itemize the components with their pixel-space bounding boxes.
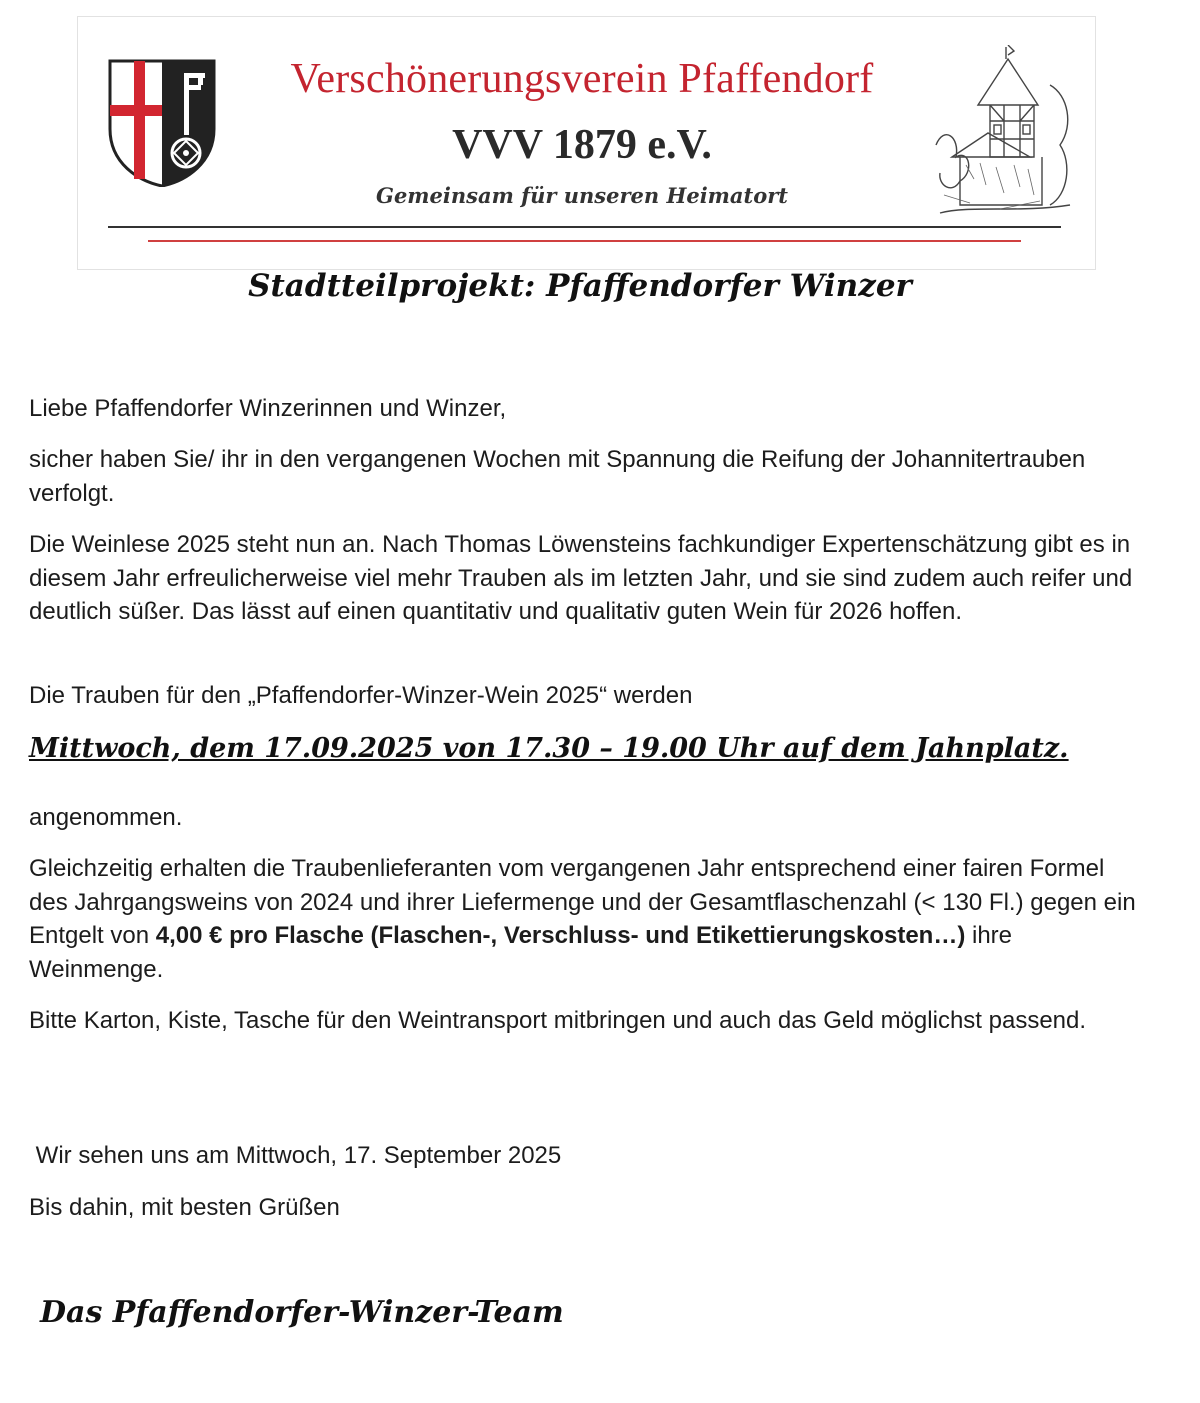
salutation: Liebe Pfaffendorfer Winzerinnen und Winzer, xyxy=(29,395,507,422)
paragraph-ripening: sicher haben Sie/ ihr in den vergangenen Wochen mit Spannung die Reifung der Johannitertrauben verfolgt. xyxy=(29,446,1086,507)
castle-drawing-icon xyxy=(930,45,1078,225)
event-date-highlight: Mittwoch, dem 17.09.2025 von 17.30 – 19.00 Uhr auf dem Jahnplatz. xyxy=(29,733,1069,764)
organization-short-name: VVV 1879 e.V. xyxy=(452,122,712,168)
organization-slogan: Gemeinsam für unseren Heimatort xyxy=(376,183,788,208)
distribution-text-end: ihre Weinmenge. xyxy=(29,922,1013,983)
letterhead xyxy=(77,16,1096,270)
price-per-bottle: 4,00 € pro Flasche (Flaschen-, Verschluss- und Etikettierungskosten…) xyxy=(155,922,966,949)
paragraph-wine-distribution xyxy=(29,852,1149,986)
coat-of-arms-icon xyxy=(108,59,216,187)
paragraph-harvest: Die Weinlese 2025 steht nun an. Nach Thomas Löwensteins fachkundiger Expertenschätzung gibt es in diesem Jahr erfreulicherweise viel mehr Trauben als im letzten Jahr, und sie sind zudem auch reifer und deutlich süßer. Das lässt auf einen quantitativ und qualitativ guten Wein für 2026 hoffen. xyxy=(29,531,1133,625)
letterhead-divider-red xyxy=(148,240,1021,242)
letterhead-divider-dark xyxy=(108,226,1061,228)
paragraph-accepted: angenommen. xyxy=(29,804,183,831)
signature: Das Pfaffendorfer-Winzer-Team xyxy=(40,1295,564,1330)
closing-greetings: Bis dahin, mit besten Grüßen xyxy=(29,1194,340,1221)
distribution-text-start: Gleichzeitig erhalten die Traubenlieferanten vom vergangenen Jahr entsprechend einer fairen Formel des Jahrgangsweins von 2024 und ihrer Liefermenge und der Gesamtflaschenzahl (< 130 Fl.) gegen ein Entgelt von xyxy=(29,855,1136,949)
organization-name: Verschönerungsverein Pfaffendorf xyxy=(290,56,874,102)
project-title: Stadtteilprojekt: Pfaffendorfer Winzer xyxy=(248,268,912,304)
closing-see-you: Wir sehen uns am Mittwoch, 17. September 2025 xyxy=(29,1142,562,1169)
paragraph-grapes-intro: Die Trauben für den „Pfaffendorfer-Winzer-Wein 2025“ werden xyxy=(29,682,693,709)
paragraph-bring-items: Bitte Karton, Kiste, Tasche für den Weintransport mitbringen und auch das Geld möglichst passend. xyxy=(29,1007,1087,1034)
